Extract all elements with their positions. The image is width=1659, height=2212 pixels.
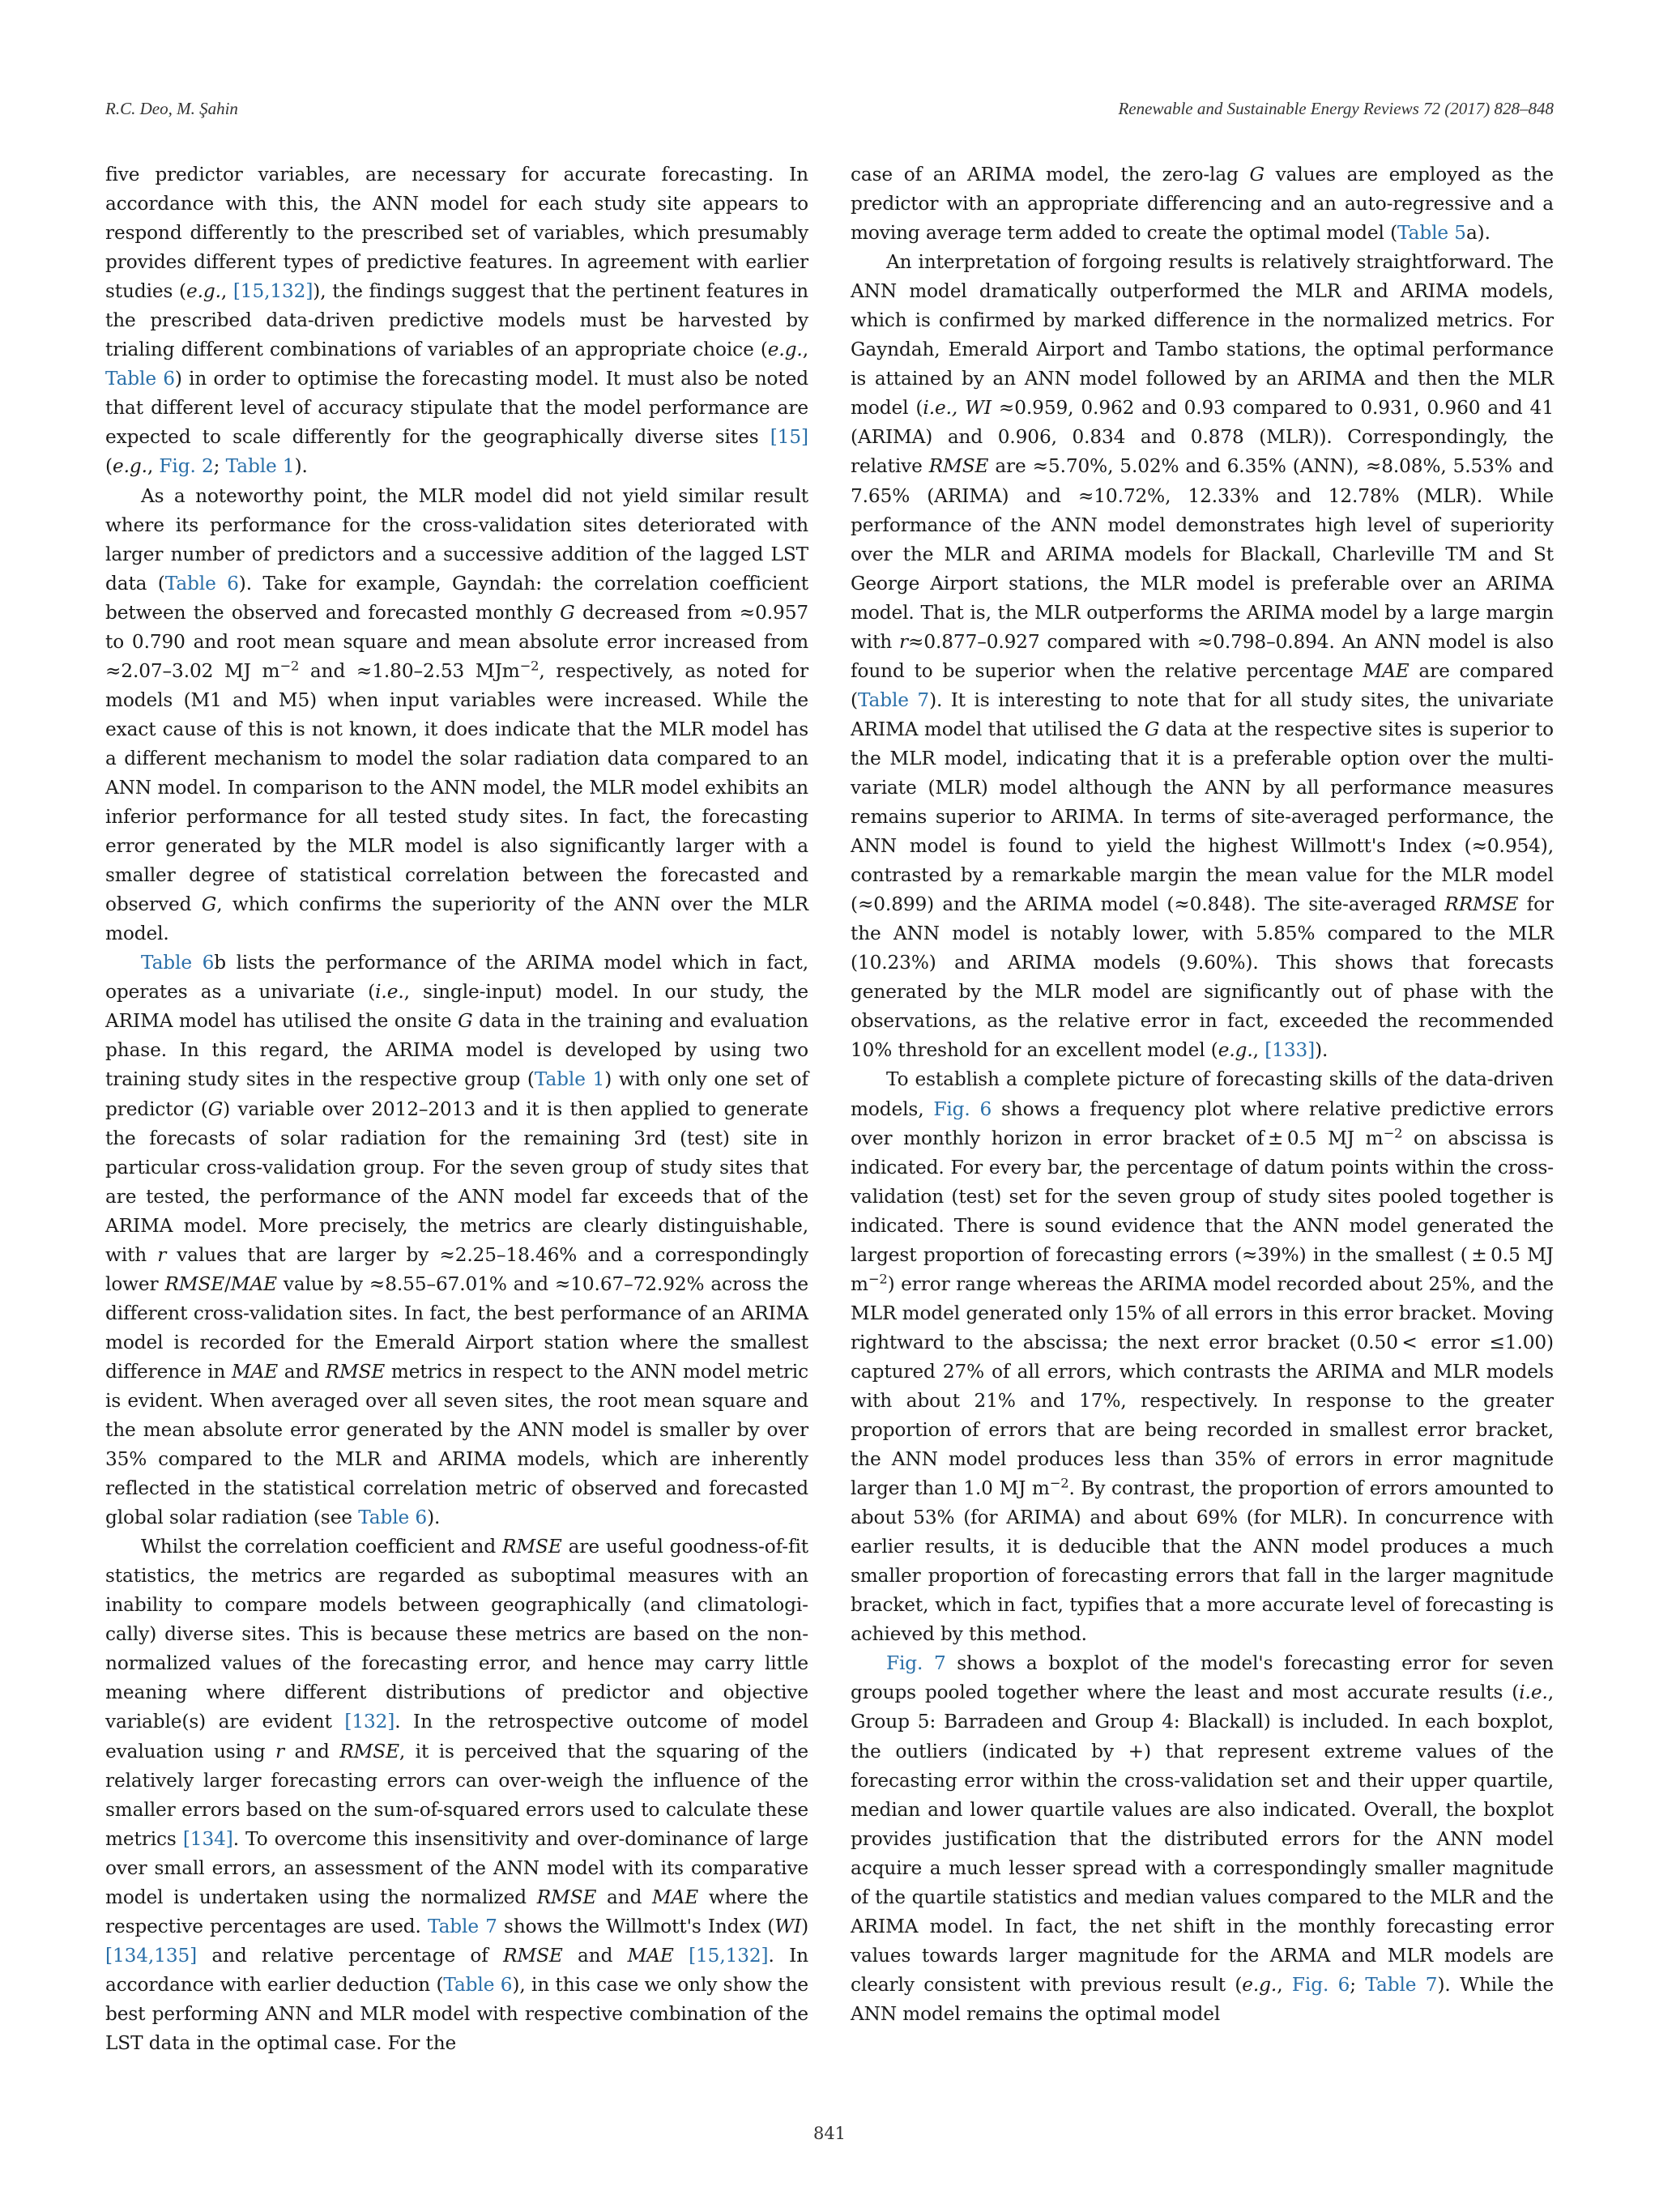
cross-reference-link[interactable]: [133] <box>1265 1039 1316 1062</box>
italic-text: G <box>1144 718 1160 740</box>
paragraph: Whilst the correlation coefficient and RMSE are useful goodness-of-fit statistics, the metrics are regarded as suboptimal measures with an inability to compare models between geographically (and climatologically) diverse sites. This is because these metrics are based on the non-normalized values of the forecasting error, and hence may carry little meaning where different distributions of predictor and objective variable(s) are evident [132]. In the retrospective outcome of model evaluation using r and RMSE, it is perceived that the squaring of the relatively larger forecasting errors can over-weigh the influence of the smaller errors based on the sum-of-squared errors used to calculate these metrics [134]. To overcome this insensitivity and over-dominance of large over small errors, an assessment of the ANN model with its comparative model is undertaken using the normalized RMSE and MAE where the respective percentages are used. Table 7 shows the Willmott's Index (WI) [134,135] and relative percentage of RMSE and MAE [15,132]. In accordance with earlier deduction (Table 6), in this case we only show the best performing ANN and MLR model with respective combination of the LST data in the optimal case. For the <box>105 1536 809 2054</box>
cross-reference-link[interactable]: Table 6 <box>164 572 239 595</box>
italic-text: MAE <box>652 1886 699 1908</box>
cross-reference-link[interactable]: Table 6 <box>443 1973 513 1996</box>
paragraph: An interpretation of forgoing results is relatively straightforward. The ANN model dramatically outperformed the MLR and ARIMA models, which is confirmed by marked difference in the normalized metrics. For Gayndah, Emerald Airport and Tambo stations, the optimal performance is attained by an ANN model followed by an ARIMA and then the MLR model (i.e., WI ≈0.959, 0.962 and 0.93 compared to 0.931, 0.960 and 41 (ARIMA) and 0.906, 0.834 and 0.878 (MLR)). Correspondingly, the relative RMSE are ≈5.70%, 5.02% and 6.35% (ANN), ≈8.08%, 5.53% and 7.65% (ARIMA) and ≈10.72%, 12.33% and 12.78% (MLR). While performance of the ANN model demonstrates high level of superiority over the MLR and ARIMA models for Blackall, Charleville TM and St George Airport stations, the MLR model is preferable over an ARIMA model. That is, the MLR outperforms the ARIMA model by a large margin with r≈0.877–0.927 compared with ≈0.798–0.894. An ANN model is also found to be superior when the relative percentage MAE are compared (Table 7). It is interesting to note that for all study sites, the univariate ARIMA model that utilised the G data at the respective sites is superior to the MLR model, indicating that it is a preferable option over the multivariate (MLR) model although the ANN by all performance measures remains superior to ARIMA. In terms of site-averaged performance, the ANN model is found to yield the highest Willmott's Index (≈0.954), contrasted by a remarkable margin the mean value for the MLR model (≈0.899) and the ARIMA model (≈0.848). The site-averaged RRMSE for the ANN model is notably lower, with 5.85% compared to the MLR (10.23%) and ARIMA models (9.60%). This shows that forecasts generated by the MLR model are significantly out of phase with the observations, as the relative error in fact, exceeded the recommended 10% threshold for an excellent model (e.g., [133]). <box>851 251 1555 1062</box>
superscript: −2 <box>1049 1475 1069 1491</box>
cross-reference-link[interactable]: Table 7 <box>1365 1973 1438 1996</box>
italic-text: e.g. <box>112 455 147 478</box>
cross-reference-link[interactable]: Fig. 6 <box>1291 1973 1350 1996</box>
italic-text: r <box>899 630 909 653</box>
cross-reference-link[interactable]: [15,132] <box>689 1944 769 1967</box>
running-head-journal: Renewable and Sustainable Energy Reviews 72 (2017) 828–848 <box>1118 99 1554 118</box>
superscript: −2 <box>1383 1124 1403 1140</box>
cross-reference-link[interactable]: Fig. 6 <box>933 1097 992 1120</box>
paragraph: As a noteworthy point, the MLR model did not yield similar result where its performance for the cross-validation sites deteriorated with larger number of predictors and a successive addition of the lagged LST data (Table 6). Take for example, Gayndah: the correlation coefficient between the observed and forecasted monthly G decreased from ≈0.957 to 0.790 and root mean square and mean absolute error increased from ≈2.07–3.02 MJ $m^{-2}$ and ≈1.80–2.53 MJm$^{-2}$, respectively, as noted for models (M1 and M5) when input variables were increased. While the exact cause of this is not known, it does indicate that the MLR model has a different mechanism to model the solar radiation data compared to an ANN model. In comparison to the ANN model, the MLR model exhibits an inferior performance for all tested study sites. In fact, the forecasting error generated by the MLR model is also significantly larger with a smaller degree of statistical correlation between the forecasted and observed G, which confirms the superiority of the ANN over the MLR model. <box>105 484 808 945</box>
paragraph: case of an ARIMA model, the zero-lag G values are employed as the predictor with an appropriate differencing and an auto-regressive and a moving average term added to create the optimal model (Table 5a). <box>851 164 1554 245</box>
running-head <box>105 99 1554 125</box>
italic-text: G <box>560 601 575 624</box>
italic-text: i.e. <box>375 981 404 1004</box>
cross-reference-link[interactable]: [134] <box>182 1827 233 1850</box>
italic-text: WI <box>774 1915 802 1937</box>
paragraph: Table 6b lists the performance of the ARIMA model which in fact, operates as a univariate (i.e., single-input) model. In our study, the ARIMA model has utilised the onsite G data in the training and evaluation phase. In this regard, the ARIMA model is developed by using two training study sites in the respective group (Table 1) with only one set of predictor (G) variable over 2012–2013 and it is then applied to generate the forecasts of solar radiation for the remaining 3rd (test) site in particular cross-validation group. For the seven group of study sites that are tested, the performance of the ANN model far exceeds that of the ARIMA model. More precisely, the metrics are clearly distinguishable, with r values that are larger by ≈2.25–18.46% and a correspondingly lower RMSE/MAE value by ≈8.55–67.01% and ≈10.67–72.92% across the different cross-validation sites. In fact, the best performance of an ARIMA model is recorded for the Emerald Airport station where the smallest difference in MAE and RMSE metrics in respect to the ANN model metric is evident. When averaged over all seven sites, the root mean square and the mean absolute error generated by the ANN model is smaller by over 35% compared to the MLR and ARIMA models, which are inherently reflected in the statistical correlation metric of observed and forecasted global solar radiation (see Table 6). <box>105 952 809 1529</box>
cross-reference-link[interactable]: Table 6 <box>358 1507 428 1529</box>
cross-reference-link[interactable]: Fig. 7 <box>886 1652 946 1675</box>
italic-text: r <box>157 1243 167 1266</box>
page-number: 841 <box>812 2124 847 2143</box>
right-column <box>851 160 1554 2029</box>
cross-reference-link[interactable]: Table 6 <box>141 952 215 974</box>
cross-reference-link[interactable]: Table 7 <box>428 1915 497 1937</box>
italic-text: MAE <box>1363 659 1410 682</box>
italic-text: i.e., WI <box>923 397 992 420</box>
italic-text: G <box>207 1097 224 1120</box>
superscript: −2 <box>279 658 300 674</box>
paragraph: Fig. 7 shows a boxplot of the model's forecasting error for seven groups pooled together where the least and most accurate results (i.e., Group 5: Barradeen and Group 4: Blackall) is included. In each boxplot, the outliers (indicated by +) that represent extreme values of the forecasting error within the cross-validation set and their upper quartile, median and lower quartile values are also indicated. Overall, the boxplot provides justification that the distributed errors for the ANN model acquire a much lesser spread with a correspondingly smaller magnitude of the quartile statistics and median values compared to the MLR and the ARIMA model. In fact, the net shift in the monthly forecasting error values towards larger magnitude for the ARMA and MLR models are clearly consistent with previous result (e.g., Fig. 6; Table 7). While the ANN model remains the optimal model <box>851 1652 1554 2025</box>
italic-text: e.g. <box>767 339 803 361</box>
left-column <box>105 160 808 2058</box>
cross-reference-link[interactable]: Table 1 <box>534 1068 605 1091</box>
cross-reference-link[interactable]: Table 5 <box>1397 222 1466 245</box>
cross-reference-link[interactable]: [15,132] <box>232 280 313 303</box>
italic-text: e.g. <box>186 280 221 303</box>
superscript: −2 <box>868 1271 888 1287</box>
cross-reference-link[interactable]: Table 1 <box>225 455 295 478</box>
italic-text: RMSE <box>503 1944 563 1967</box>
italic-text: MAE <box>231 1360 279 1383</box>
italic-text: RRMSE <box>1444 893 1519 916</box>
italic-text: RMSE <box>164 1272 225 1295</box>
italic-text: RMSE <box>928 455 989 478</box>
italic-text: RMSE <box>339 1740 399 1762</box>
italic-text: G <box>1249 164 1265 185</box>
italic-text: RMSE <box>325 1360 386 1383</box>
italic-text: MAE <box>627 1944 674 1967</box>
italic-text: MAE <box>230 1272 277 1295</box>
italic-text: G <box>201 893 217 916</box>
cross-reference-link[interactable]: [132] <box>344 1711 395 1733</box>
running-head-authors: R.C. Deo, M. Şahin <box>105 99 238 118</box>
paragraph: five predictor variables, are necessary for accurate forecasting. In accordance with this, the ANN model for each study site appears to respond differently to the prescribed set of variables, which presumably provides different types of predictive features. In agreement with earlier studies (e.g., [15,132]), the findings suggest that the pertinent features in the prescribed data-driven predictive models must be harvested by trialing different combinations of variables of an appropriate choice (e.g., Table 6) in order to optimise the forecasting model. It must also be noted that different level of accuracy stipulate that the model performance are expected to scale differently for the geographically diverse sites [15] (e.g., Fig. 2; Table 1). <box>105 164 808 478</box>
italic-text: e.g. <box>1218 1039 1253 1062</box>
cross-reference-link[interactable]: Table 7 <box>857 688 930 711</box>
italic-text: e.g. <box>1242 1973 1277 1996</box>
italic-text: RMSE <box>502 1536 562 1558</box>
cross-reference-link[interactable]: Table 6 <box>105 368 175 390</box>
cross-reference-link[interactable]: [15] <box>770 426 808 449</box>
italic-text: G <box>458 1010 473 1033</box>
italic-text: i.e. <box>1519 1681 1548 1704</box>
cross-reference-link[interactable]: [134,135] <box>105 1944 198 1967</box>
italic-text: RMSE <box>536 1886 597 1908</box>
paragraph: To establish a complete picture of forecasting skills of the data-driven models, Fig. 6 shows a frequency plot where relative predictive errors over monthly horizon in error bracket of ± 0.5 MJ $m^{-2}$ on abscissa is indicated. For every bar, the percentage of datum points within the cross-validation (test) set for the seven group of study sites pooled together is indicated. There is sound evidence that the ANN model generated the largest proportion of forecasting errors (≈39%) in the smallest ( ± 0.5 MJ $m^{-2}$) error range whereas the ARIMA model recorded about 25%, and the MLR model generated only 15% of all errors in this error bracket. Moving rightward to the abscissa; the next error bracket (0.50 < error ≤1.00) captured 27% of all errors, which contrasts the ARIMA and MLR models with about 21% and 17%, respectively. In response to the greater proportion of errors that are being recorded in smallest error bracket, the ANN model produces less than 35% of errors in error magnitude larger than 1.0 MJ $m^{-2}$. By contrast, the proportion of errors amounted to about 53% (for ARIMA) and about 69% (for MLR). In concurrence with earlier results, it is deducible that the ANN model produces a much smaller proportion of forecasting errors that fall in the larger magnitude bracket, which in fact, typifies that a more accurate level of forecasting is achieved by this method. <box>851 1068 1555 1646</box>
cross-reference-link[interactable]: Fig. 2 <box>159 455 214 478</box>
superscript: −2 <box>519 658 539 674</box>
italic-text: r <box>275 1740 284 1762</box>
